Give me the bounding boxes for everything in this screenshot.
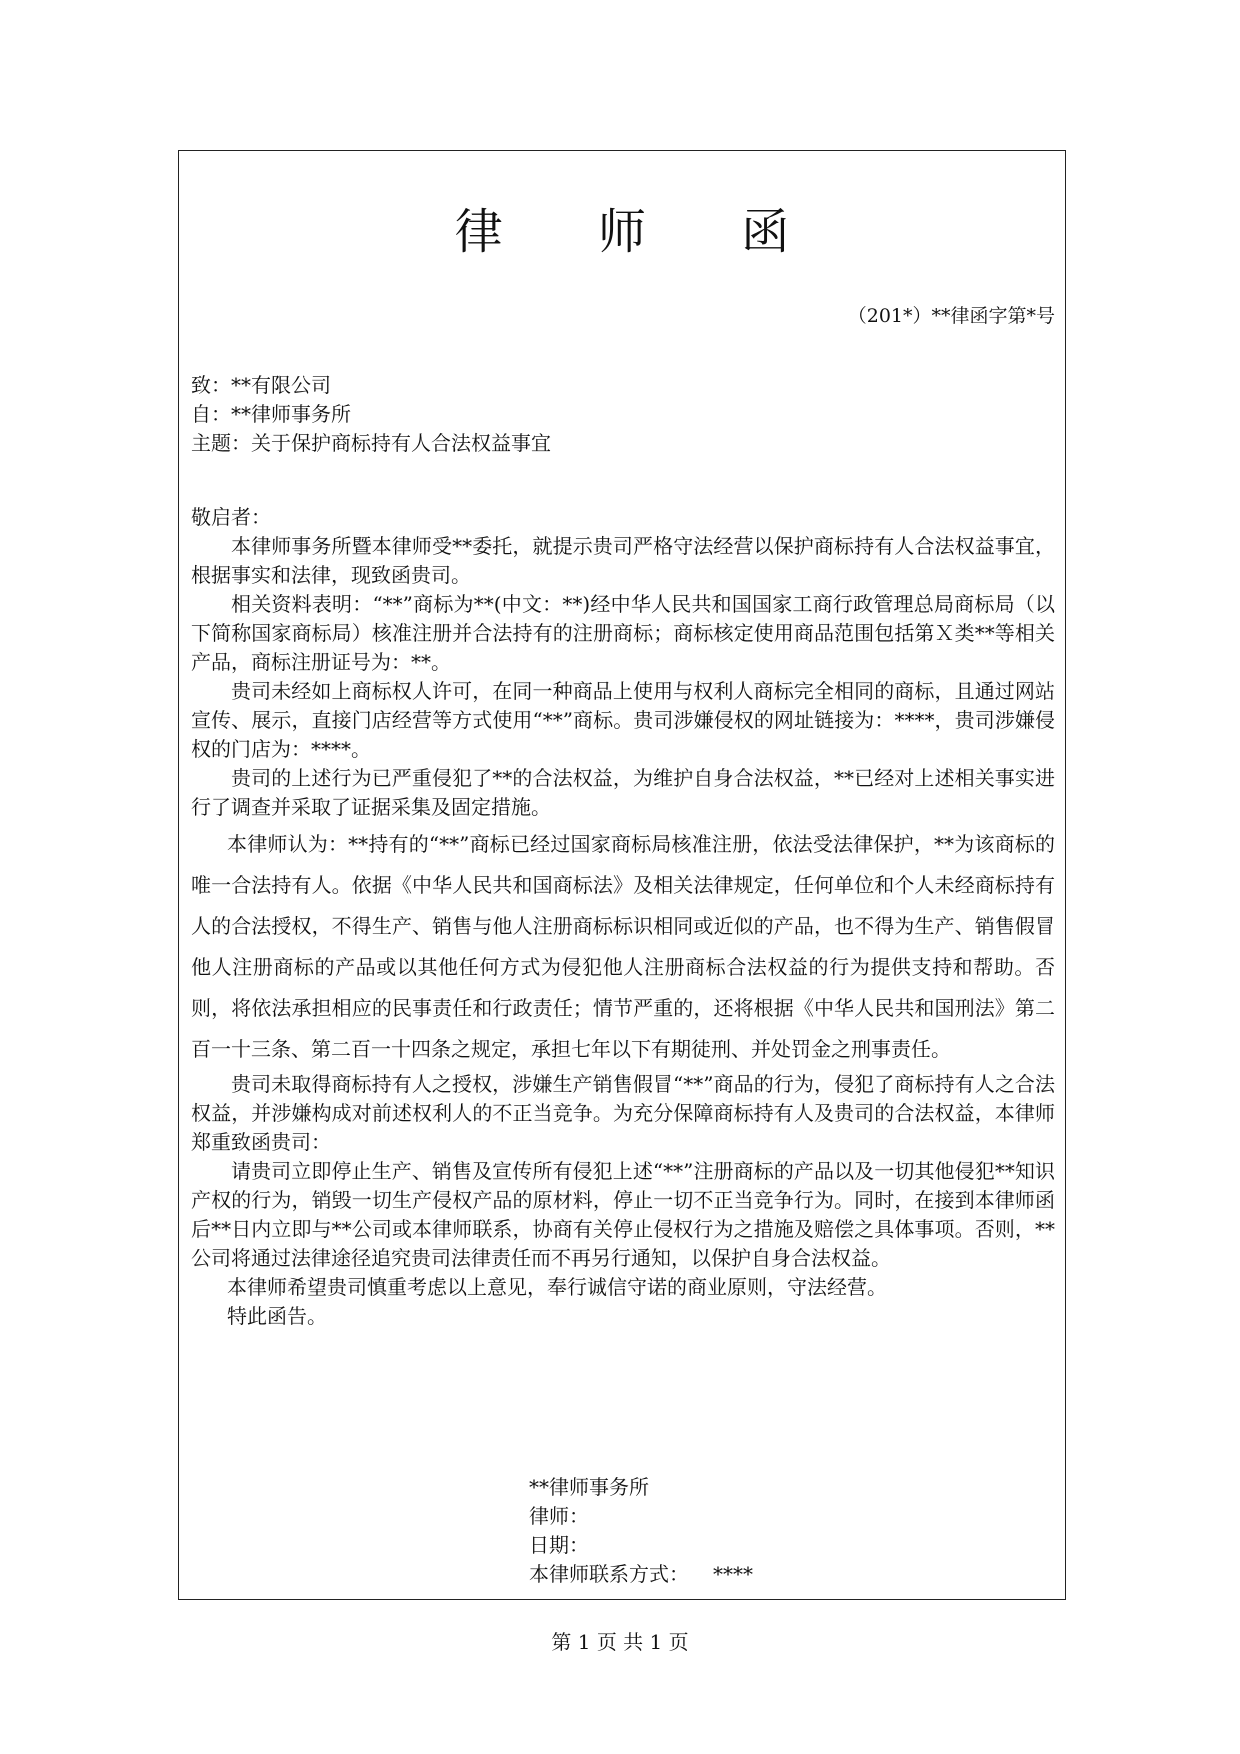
reference-number: （201*）**律函字第*号 xyxy=(847,305,1055,327)
paragraph-notice: 特此函告。 xyxy=(227,1304,327,1328)
letter-body xyxy=(191,503,1055,1331)
paragraph-infringement: 贵司未经如上商标权人许可，在同一种商品上使用与权利人商标完全相同的商标，且通过网站宣传、展示，直接门店经营等方式使用“**”商标。贵司涉嫌侵权的网址链接为：****，贵司涉嫌侵权的门店为：****。 xyxy=(191,679,1055,761)
lawyer-line: 律师： xyxy=(529,1504,589,1528)
sender-line: 自：**律师事务所 xyxy=(191,402,351,426)
letter-frame xyxy=(178,150,1066,1600)
document-title: 律 师 函 xyxy=(454,204,830,260)
paragraph-investigation: 贵司的上述行为已严重侵犯了**的合法权益，为维护自身合法权益，**已经对上述相关事实进行了调查并采取了证据采集及固定措施。 xyxy=(191,766,1055,819)
salutation: 敬启者： xyxy=(191,505,271,529)
paragraph-intro: 本律师事务所暨本律师受**委托，就提示贵司严格守法经营以保护商标持有人合法权益事宜，根据事实和法律，现致函贵司。 xyxy=(191,534,1055,587)
contact-label: 本律师联系方式： xyxy=(529,1562,689,1586)
contact-value: **** xyxy=(713,1562,753,1586)
recipient-line: 致：**有限公司 xyxy=(191,373,331,397)
signature-block xyxy=(529,1473,753,1589)
firm-name: **律师事务所 xyxy=(529,1475,649,1499)
paragraph-closing: 本律师希望贵司慎重考虑以上意见，奉行诚信守诺的商业原则，守法经营。 xyxy=(227,1275,887,1299)
letter-header xyxy=(191,371,551,458)
paragraph-unfair-competition: 贵司未取得商标持有人之授权，涉嫌生产销售假冒“**”商品的行为，侵犯了商标持有人之合法权益，并涉嫌构成对前述权利人的不正当竞争。为充分保障商标持有人及贵司的合法权益，本律师郑重致函贵司： xyxy=(191,1072,1055,1154)
paragraph-facts: 相关资料表明：“**”商标为**(中文：**)经中华人民共和国国家工商行政管理总局商标局（以下简称国家商标局）核准注册并合法持有的注册商标；商标核定使用商品范围包括第Ｘ类**等相关产品，商标注册证号为：**。 xyxy=(191,592,1055,674)
date-line: 日期： xyxy=(529,1533,589,1557)
page-footer: 第 1 页 共 1 页 xyxy=(551,1630,689,1654)
paragraph-legal-opinion: 本律师认为：**持有的“**”商标已经过国家商标局核准注册，依法受法律保护，**为该商标的唯一合法持有人。依据《中华人民共和国商标法》及相关法律规定，任何单位和个人未经商标持有人的合法授权，不得生产、销售与他人注册商标标识相同或近似的产品，也不得为生产、销售假冒他人注册商标的产品或以其他任何方式为侵犯他人注册商标合法权益的行为提供支持和帮助。否则，将依法承担相应的民事责任和行政责任；情节严重的，还将根据《中华人民共和国刑法》第二百一十三条、第二百一十四条之规定，承担七年以下有期徒刑、并处罚金之刑事责任。 xyxy=(191,832,1055,1061)
subject-line: 主题：关于保护商标持有人合法权益事宜 xyxy=(191,431,551,455)
contact-line xyxy=(529,1560,753,1589)
paragraph-demands: 请贵司立即停止生产、销售及宣传所有侵犯上述“**”注册商标的产品以及一切其他侵犯**知识产权的行为，销毁一切生产侵权产品的原材料，停止一切不正当竞争行为。同时，在接到本律师函后**日内立即与**公司或本律师联系，协商有关停止侵权行为之措施及赔偿之具体事项。否则，**公司将通过法律途径追究贵司法律责任而不再另行通知，以保护自身合法权益。 xyxy=(191,1159,1055,1270)
